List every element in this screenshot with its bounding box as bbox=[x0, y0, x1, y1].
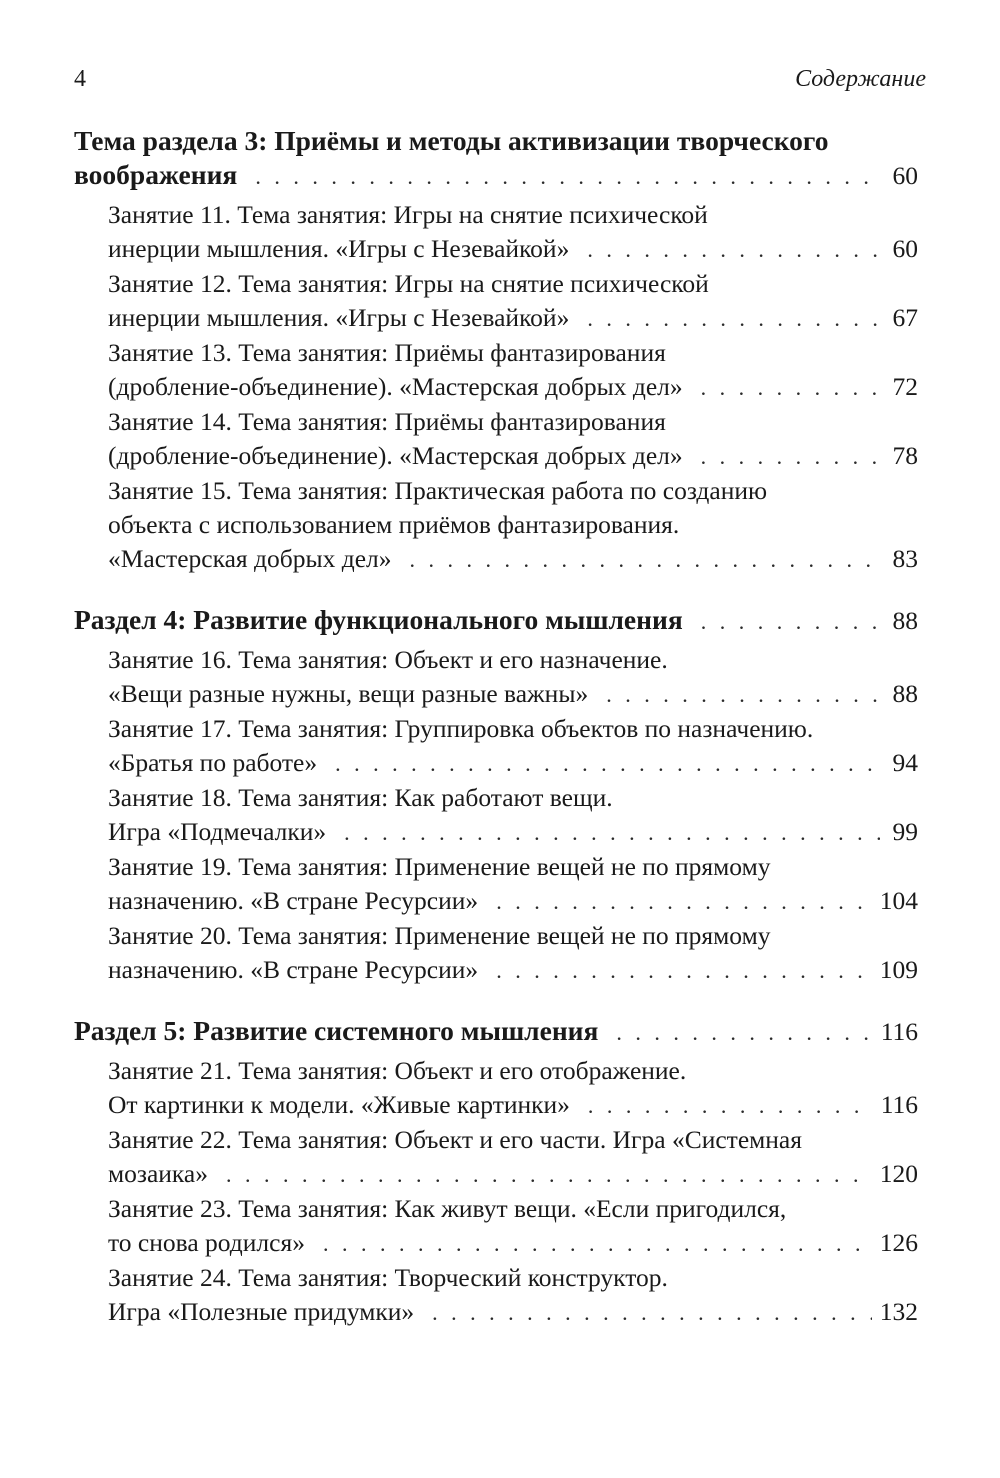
toc-entry-lesson-12[interactable] bbox=[74, 267, 918, 336]
lesson-last-line bbox=[108, 1295, 918, 1330]
toc-entry-lesson-18[interactable] bbox=[74, 781, 918, 850]
lesson-line: Занятие 17. Тема занятия: Группировка объектов по назначению. bbox=[108, 714, 814, 743]
lesson-list bbox=[74, 198, 918, 577]
lesson-line: Занятие 16. Тема занятия: Объект и его назначение. bbox=[108, 645, 668, 674]
page-number: 4 bbox=[74, 66, 86, 92]
dot-leader bbox=[410, 543, 881, 577]
lesson-line: Занятие 22. Тема занятия: Объект и его части. Игра «Системная bbox=[108, 1125, 802, 1154]
lesson-last-line bbox=[108, 301, 918, 336]
toc-section bbox=[74, 1014, 918, 1330]
section-title-entry[interactable] bbox=[74, 158, 918, 194]
dot-leader bbox=[323, 1227, 872, 1261]
lesson-page-number: 88 bbox=[892, 679, 918, 708]
running-title: Содержание bbox=[795, 66, 926, 92]
lesson-last-text: Игра «Подмечалки» bbox=[108, 817, 327, 846]
dot-leader bbox=[587, 233, 880, 267]
lesson-page-number: 104 bbox=[879, 886, 918, 915]
toc-entry-lesson-22[interactable] bbox=[74, 1123, 918, 1192]
dot-leader bbox=[606, 678, 880, 712]
dot-leader bbox=[587, 302, 880, 336]
dot-leader bbox=[226, 1158, 872, 1192]
section-page-number: 60 bbox=[892, 161, 918, 190]
lesson-last-line bbox=[108, 1088, 918, 1123]
lesson-last-line bbox=[108, 677, 918, 712]
lesson-last-line bbox=[108, 953, 918, 988]
lesson-page-number: 116 bbox=[880, 1090, 918, 1119]
table-of-contents bbox=[74, 124, 918, 1330]
running-head bbox=[74, 66, 926, 100]
dot-leader bbox=[701, 440, 880, 474]
toc-entry-lesson-24[interactable] bbox=[74, 1261, 918, 1330]
lesson-last-line bbox=[108, 232, 918, 267]
section-title-line: Тема раздела 3: Приёмы и методы активизации творческого bbox=[74, 125, 829, 156]
section-title-last-line: Раздел 4: Развитие функционального мышления bbox=[74, 604, 683, 635]
section-title bbox=[74, 124, 918, 194]
lesson-line: Занятие 12. Тема занятия: Игры на снятие психической bbox=[108, 269, 709, 298]
lesson-line: Занятие 23. Тема занятия: Как живут вещи. «Если пригодился, bbox=[108, 1194, 787, 1223]
dot-leader bbox=[335, 747, 880, 781]
lesson-last-text: мозаика» bbox=[108, 1159, 208, 1188]
lesson-line: Занятие 19. Тема занятия: Применение вещей не по прямому bbox=[108, 852, 771, 881]
lesson-last-text: «Братья по работе» bbox=[108, 748, 318, 777]
lesson-last-text: назначению. «В стране Ресурсии» bbox=[108, 955, 479, 984]
lesson-last-line bbox=[108, 370, 918, 405]
lesson-line: объекта с использованием приёмов фантазирования. bbox=[108, 510, 680, 539]
lesson-line: Занятие 13. Тема занятия: Приёмы фантазирования bbox=[108, 338, 666, 367]
lesson-line: Занятие 18. Тема занятия: Как работают вещи. bbox=[108, 783, 613, 812]
toc-entry-lesson-13[interactable] bbox=[74, 336, 918, 405]
section-title-entry[interactable] bbox=[74, 603, 918, 639]
toc-entry-lesson-19[interactable] bbox=[74, 850, 918, 919]
section-title bbox=[74, 603, 918, 639]
toc-entry-lesson-17[interactable] bbox=[74, 712, 918, 781]
lesson-page-number: 67 bbox=[892, 303, 918, 332]
lesson-line: Занятие 24. Тема занятия: Творческий конструктор. bbox=[108, 1263, 668, 1292]
lesson-list bbox=[74, 643, 918, 988]
lesson-page-number: 120 bbox=[879, 1159, 918, 1188]
lesson-line: Занятие 11. Тема занятия: Игры на снятие психической bbox=[108, 200, 708, 229]
section-title-last-line: Раздел 5: Развитие системного мышления bbox=[74, 1015, 599, 1046]
dot-leader bbox=[496, 954, 872, 988]
lesson-last-line bbox=[108, 1157, 918, 1192]
lesson-last-text: назначению. «В стране Ресурсии» bbox=[108, 886, 479, 915]
lesson-list bbox=[74, 1054, 918, 1330]
lesson-page-number: 83 bbox=[892, 544, 918, 573]
lesson-line: Занятие 15. Тема занятия: Практическая работа по созданию bbox=[108, 476, 768, 505]
lesson-last-text: «Вещи разные нужны, вещи разные важны» bbox=[108, 679, 589, 708]
section-page-number: 88 bbox=[892, 606, 918, 635]
dot-leader bbox=[344, 816, 880, 850]
lesson-line: Занятие 21. Тема занятия: Объект и его отображение. bbox=[108, 1056, 687, 1085]
toc-entry-lesson-23[interactable] bbox=[74, 1192, 918, 1261]
lesson-last-text: инерции мышления. «Игры с Незевайкой» bbox=[108, 234, 570, 263]
toc-section bbox=[74, 603, 918, 988]
lesson-last-text: Игра «Полезные придумки» bbox=[108, 1297, 415, 1326]
lesson-last-text: инерции мышления. «Игры с Незевайкой» bbox=[108, 303, 570, 332]
dot-leader bbox=[701, 371, 880, 405]
section-title-entry[interactable] bbox=[74, 1014, 918, 1050]
lesson-last-line bbox=[108, 1226, 918, 1261]
lesson-line: Занятие 20. Тема занятия: Применение вещей не по прямому bbox=[108, 921, 771, 950]
dot-leader bbox=[255, 160, 880, 194]
toc-entry-lesson-20[interactable] bbox=[74, 919, 918, 988]
lesson-page-number: 132 bbox=[879, 1297, 918, 1326]
toc-entry-lesson-11[interactable] bbox=[74, 198, 918, 267]
dot-leader bbox=[588, 1089, 873, 1123]
dot-leader bbox=[432, 1296, 872, 1330]
section-page-number: 116 bbox=[880, 1017, 918, 1046]
lesson-page-number: 78 bbox=[892, 441, 918, 470]
lesson-last-text: то снова родился» bbox=[108, 1228, 305, 1257]
section-title bbox=[74, 1014, 918, 1050]
toc-entry-lesson-14[interactable] bbox=[74, 405, 918, 474]
toc-section bbox=[74, 124, 918, 577]
lesson-page-number: 94 bbox=[892, 748, 918, 777]
lesson-last-text: От картинки к модели. «Живые картинки» bbox=[108, 1090, 570, 1119]
dot-leader bbox=[496, 885, 872, 919]
lesson-last-line bbox=[108, 746, 918, 781]
lesson-last-line bbox=[108, 884, 918, 919]
lesson-last-text: (дробление-объединение). «Мастерская добрых дел» bbox=[108, 441, 683, 470]
dot-leader bbox=[616, 1016, 872, 1050]
toc-entry-lesson-16[interactable] bbox=[74, 643, 918, 712]
lesson-last-line bbox=[108, 439, 918, 474]
lesson-last-line bbox=[108, 542, 918, 577]
lesson-page-number: 60 bbox=[892, 234, 918, 263]
section-title-last-line: воображения bbox=[74, 159, 238, 190]
lesson-line: Занятие 14. Тема занятия: Приёмы фантазирования bbox=[108, 407, 666, 436]
lesson-page-number: 72 bbox=[892, 372, 918, 401]
lesson-page-number: 99 bbox=[892, 817, 918, 846]
lesson-page-number: 126 bbox=[879, 1228, 918, 1257]
lesson-last-line bbox=[108, 815, 918, 850]
lesson-page-number: 109 bbox=[879, 955, 918, 984]
toc-entry-lesson-15[interactable] bbox=[74, 474, 918, 577]
toc-entry-lesson-21[interactable] bbox=[74, 1054, 918, 1123]
lesson-last-text: «Мастерская добрых дел» bbox=[108, 544, 392, 573]
dot-leader bbox=[701, 605, 880, 639]
lesson-last-text: (дробление-объединение). «Мастерская добрых дел» bbox=[108, 372, 683, 401]
